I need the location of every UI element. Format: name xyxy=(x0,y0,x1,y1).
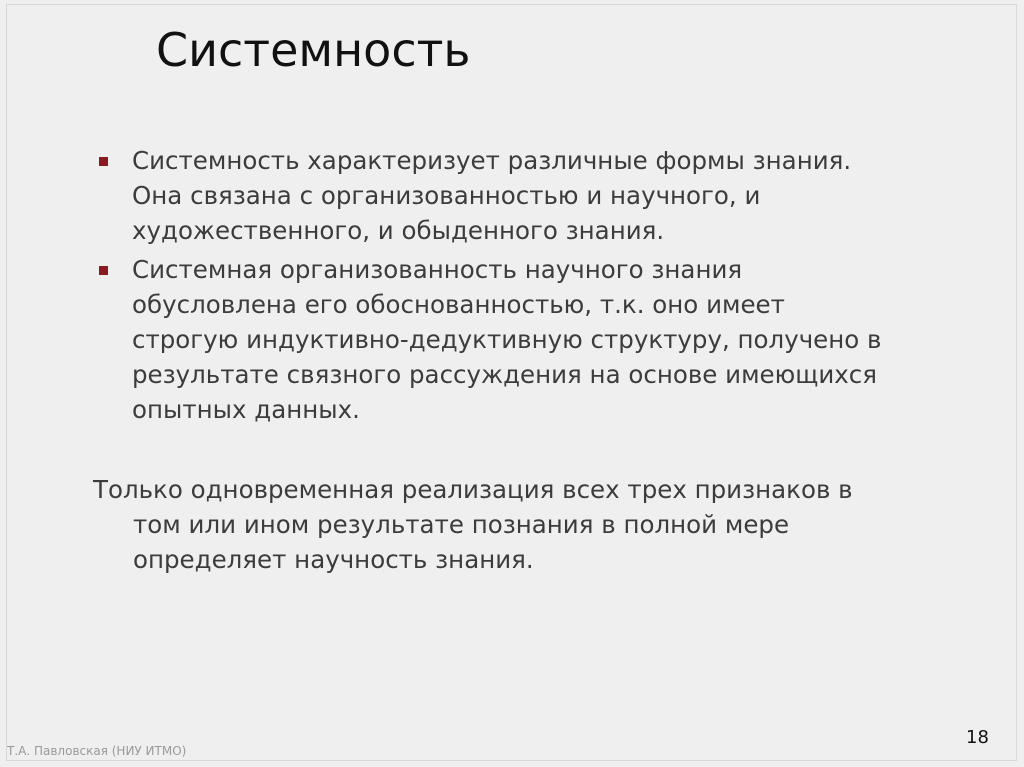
conclusion-text-line: определяет научность знания. xyxy=(133,545,534,574)
footer-author: Т.А. Павловская (НИУ ИТМО) xyxy=(7,744,187,758)
square-bullet-icon xyxy=(99,157,108,166)
bullet-text-line: строгую индуктивно-дедуктивную структуру, получено в xyxy=(132,325,882,354)
bullet-item xyxy=(132,143,1012,248)
bullet-text-line: обусловлена его обоснованностью, т.к. оно имеет xyxy=(132,290,785,319)
bullet-text-line: результате связного рассуждения на основе имеющихся xyxy=(132,360,877,389)
conclusion-text-line: Только одновременная реализация всех трех признаков в xyxy=(93,475,853,504)
bullet-item xyxy=(132,252,1012,427)
slide-title: Системность xyxy=(156,23,471,77)
conclusion-text-line: том или ином результате познания в полной мере xyxy=(133,510,790,539)
bullet-text-line: Системность характеризует различные формы знания. xyxy=(132,146,852,175)
bullet-text-line: художественного, и обыденного знания. xyxy=(132,216,665,245)
page-number: 18 xyxy=(966,727,989,748)
conclusion-paragraph xyxy=(93,472,1013,577)
bullet-text-line: опытных данных. xyxy=(132,395,360,424)
bullet-text-line: Она связана с организованностью и научного, и xyxy=(132,181,761,210)
square-bullet-icon xyxy=(99,266,108,275)
bullet-text-line: Системная организованность научного знания xyxy=(132,255,743,284)
